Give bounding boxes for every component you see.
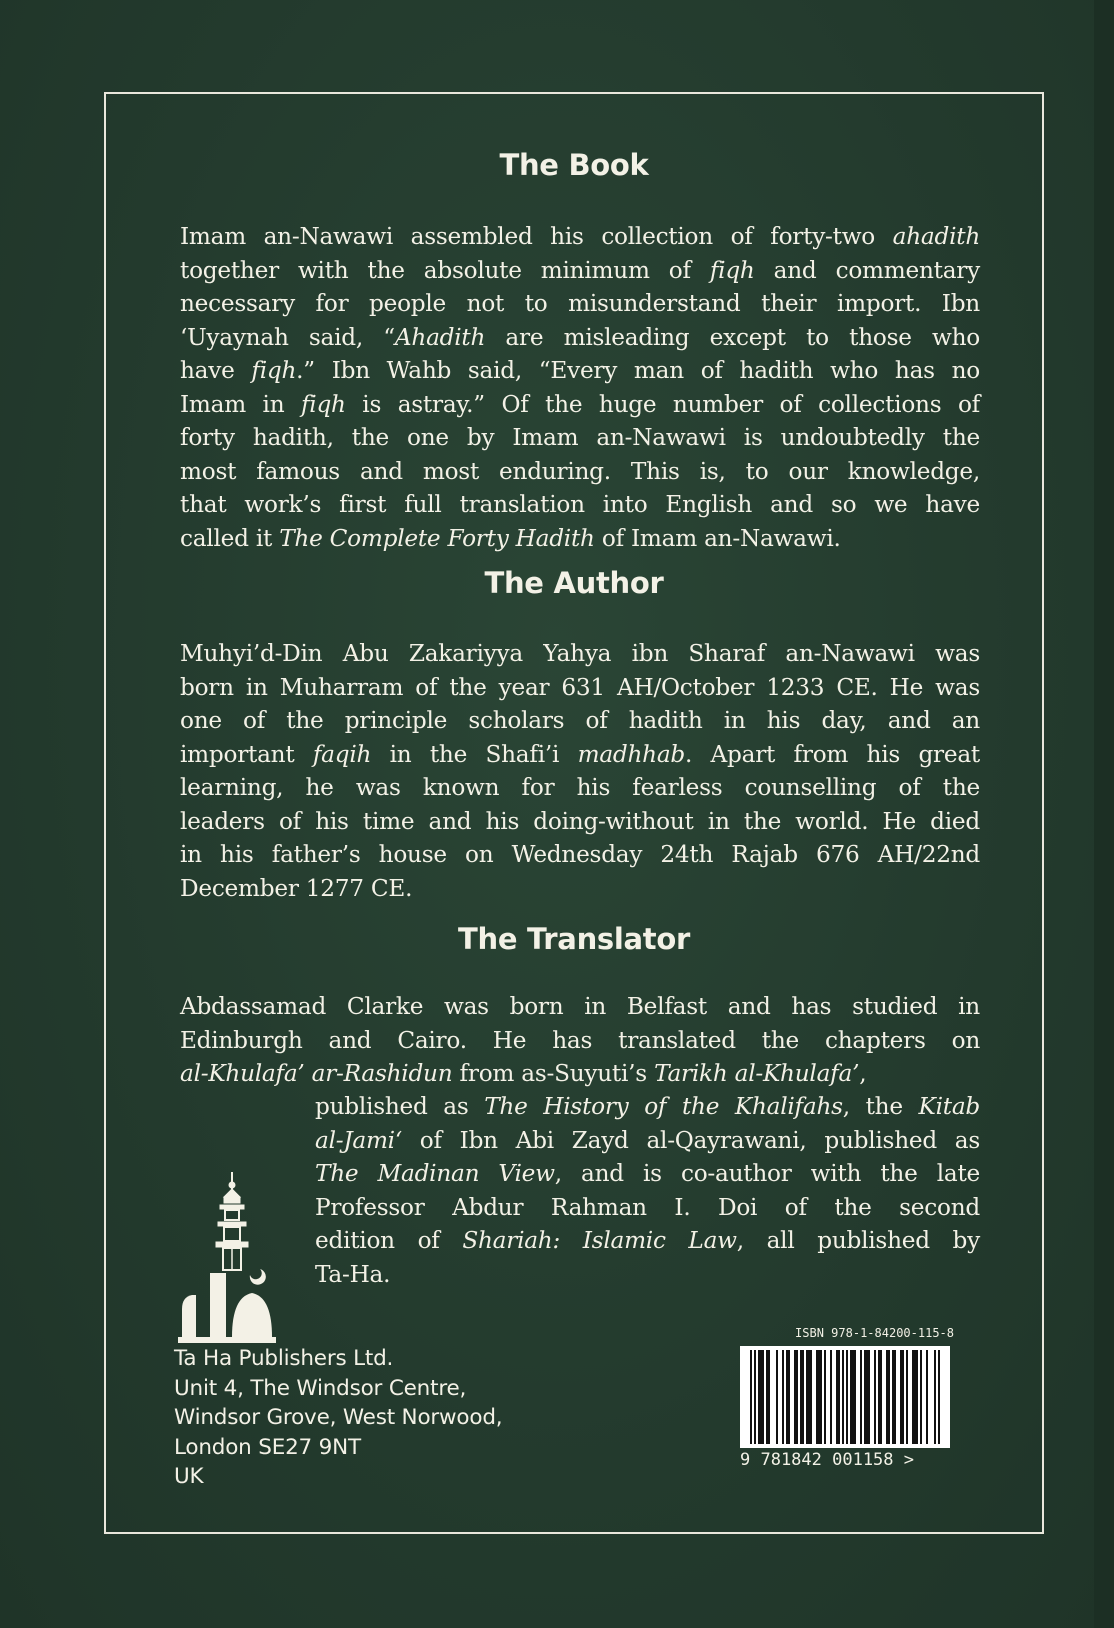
- text-line: together with the absolute minimum of fiqh and commentary: [180, 256, 980, 284]
- text-line: necessary for people not to misunderstand their import. Ibn: [180, 290, 980, 317]
- italic-text: madhhab: [577, 740, 686, 768]
- barcode-bar: [808, 1350, 810, 1444]
- barcode-bar: [916, 1350, 918, 1444]
- text-line: forty hadith, the one by Imam an-Nawawi is undoubtedly the: [180, 424, 980, 451]
- barcode-bar: [794, 1350, 796, 1444]
- italic-text: The History of the Khalifahs: [484, 1093, 843, 1120]
- book-description: [180, 220, 980, 555]
- barcode-digits: 9 781842 001158 >: [740, 1450, 914, 1470]
- barcode-bar: [912, 1350, 914, 1444]
- barcode-bar: [934, 1350, 936, 1444]
- italic-text: Kitab: [918, 1093, 980, 1120]
- translator-description: [180, 990, 980, 1091]
- cover-frame: [104, 92, 1044, 1534]
- barcode-bar: [760, 1350, 762, 1444]
- cover-edge: [1094, 0, 1114, 1628]
- barcode-bar: [758, 1350, 760, 1444]
- text-line: edition of Shariah: Islamic Law, all published by: [315, 1227, 980, 1254]
- barcode-bar: [886, 1350, 888, 1444]
- text-line: Edinburgh and Cairo. He has translated the chapters on: [180, 1026, 980, 1054]
- italic-text: The Complete Forty Hadith: [279, 524, 595, 552]
- text-line: Ta-Ha.: [315, 1260, 391, 1288]
- barcode-bar: [866, 1350, 868, 1444]
- publisher-address-line: Ta Ha Publishers Ltd.: [174, 1346, 394, 1371]
- barcode-bar: [824, 1350, 826, 1444]
- italic-text: The Madinan View: [315, 1160, 555, 1187]
- barcode-bar: [750, 1350, 752, 1444]
- italic-text: fiqh: [251, 357, 297, 384]
- barcode-bar: [906, 1350, 908, 1444]
- text-line: al-Khulafa’ ar-Rashidun from as-Suyuti’s Tarikh al-Khulafa’,: [180, 1060, 867, 1087]
- italic-text: fiqh: [709, 256, 755, 284]
- barcode-bar: [830, 1350, 832, 1444]
- barcode-bar: [766, 1350, 768, 1444]
- barcode-bar: [806, 1350, 808, 1444]
- section-title-book: The Book: [499, 148, 649, 182]
- text-line: that work’s first full translation into English and so we have: [180, 491, 980, 518]
- text-line: Abdassamad Clarke was born in Belfast and has studied in: [180, 993, 980, 1020]
- barcode-bar: [776, 1350, 778, 1444]
- italic-text: al-Khulafa’ ar-Rashidun: [180, 1060, 453, 1087]
- barcode-bar: [816, 1350, 818, 1444]
- barcode-bar: [892, 1350, 894, 1444]
- translator-description-continued: [315, 1090, 980, 1291]
- barcode-bar: [854, 1350, 856, 1444]
- publisher-address-line: London SE27 9NT: [174, 1434, 361, 1460]
- barcode-bar: [818, 1350, 820, 1444]
- text-line: December 1277 CE.: [180, 874, 413, 902]
- barcode-bar: [880, 1350, 882, 1444]
- text-line: born in Muharram of the year 631 AH/October 1233 CE. He was: [180, 673, 980, 701]
- text-line: The Madinan View, and is co-author with the late: [315, 1160, 980, 1187]
- barcode-bar: [762, 1350, 764, 1444]
- barcode-bar: [938, 1350, 940, 1444]
- text-line: al-Jami‘ of Ibn Abi Zayd al-Qayrawani, published as: [315, 1126, 980, 1154]
- author-description: [180, 637, 980, 905]
- text-line: Muhyi’d-Din Abu Zakariyya Yahya ibn Sharaf an-Nawawi was: [180, 640, 980, 667]
- barcode-icon: [740, 1346, 950, 1448]
- barcode-bar: [802, 1350, 804, 1444]
- barcode-bar: [864, 1350, 866, 1444]
- italic-text: Shariah: Islamic Law: [462, 1227, 737, 1254]
- barcode-bar: [926, 1350, 928, 1444]
- publisher-address-line: Unit 4, The Windsor Centre,: [174, 1375, 467, 1401]
- barcode-bar: [852, 1350, 854, 1444]
- barcode-bar: [900, 1350, 902, 1444]
- publisher-address: [174, 1344, 502, 1492]
- barcode-bar: [786, 1350, 788, 1444]
- italic-text: Ahadith: [394, 323, 486, 351]
- barcode-bar: [894, 1350, 896, 1444]
- italic-text: ahadith: [892, 223, 980, 250]
- barcode-bar: [836, 1350, 838, 1444]
- barcode-bar: [782, 1350, 784, 1444]
- section-title-translator: The Translator: [458, 922, 690, 956]
- barcode-bar: [768, 1350, 770, 1444]
- barcode-background: [740, 1346, 950, 1448]
- barcode-bar: [842, 1350, 844, 1444]
- text-line: ‘Uyaynah said, “Ahadith are misleading except to those who: [180, 323, 980, 351]
- text-line: learning, he was known for his fearless counselling of the: [180, 774, 980, 801]
- text-line: in his father’s house on Wednesday 24th Rajab 676 AH/22nd: [180, 841, 980, 868]
- publisher-address-line: UK: [174, 1464, 204, 1489]
- barcode-bar: [754, 1350, 756, 1444]
- barcode-bar: [810, 1350, 812, 1444]
- italic-text: fiqh: [300, 390, 346, 418]
- text-line: important faqih in the Shafi’i madhhab. Apart from his great: [180, 740, 980, 768]
- publisher-address-line: Windsor Grove, West Norwood,: [174, 1405, 503, 1430]
- barcode-bar: [850, 1350, 852, 1444]
- barcode-bar: [838, 1350, 840, 1444]
- barcode-bar: [846, 1350, 848, 1444]
- barcode-bar: [878, 1350, 880, 1444]
- italic-text: al-Jami‘: [315, 1126, 402, 1154]
- text-line: one of the principle scholars of hadith in his day, and an: [180, 707, 980, 734]
- text-line: Imam in fiqh is astray.” Of the huge number of collections of: [180, 390, 980, 418]
- isbn-barcode: [740, 1326, 960, 1474]
- text-line: leaders of his time and his doing-without in the world. He died: [180, 807, 980, 835]
- barcode-bar: [868, 1350, 870, 1444]
- text-line: Imam an-Nawawi assembled his collection of forty-two ahadith: [180, 223, 980, 250]
- text-line: have fiqh.” Ibn Wahb said, “Every man of hadith who has no: [180, 357, 980, 384]
- text-line: called it The Complete Forty Hadith of Imam an-Nawawi.: [180, 524, 841, 552]
- barcode-bar: [874, 1350, 876, 1444]
- section-title-author: The Author: [484, 566, 664, 600]
- italic-text: Tarikh al-Khulafa’: [654, 1060, 860, 1087]
- barcode-bar: [888, 1350, 890, 1444]
- isbn-label: ISBN 978-1-84200-115-8: [795, 1326, 954, 1340]
- text-line: published as The History of the Khalifahs, the Kitab: [315, 1093, 980, 1120]
- barcode-bar: [902, 1350, 904, 1444]
- italic-text: faqih: [312, 740, 372, 768]
- barcode-bar: [796, 1350, 798, 1444]
- text-line: Professor Abdur Rahman I. Doi of the second: [315, 1193, 980, 1221]
- barcode-bar: [920, 1350, 922, 1444]
- text-line: most famous and most enduring. This is, to our knowledge,: [180, 457, 980, 485]
- barcode-bar: [788, 1350, 790, 1444]
- barcode-bar: [820, 1350, 822, 1444]
- barcode-bar: [914, 1350, 916, 1444]
- barcode-bar: [860, 1350, 862, 1444]
- barcode-bar: [800, 1350, 802, 1444]
